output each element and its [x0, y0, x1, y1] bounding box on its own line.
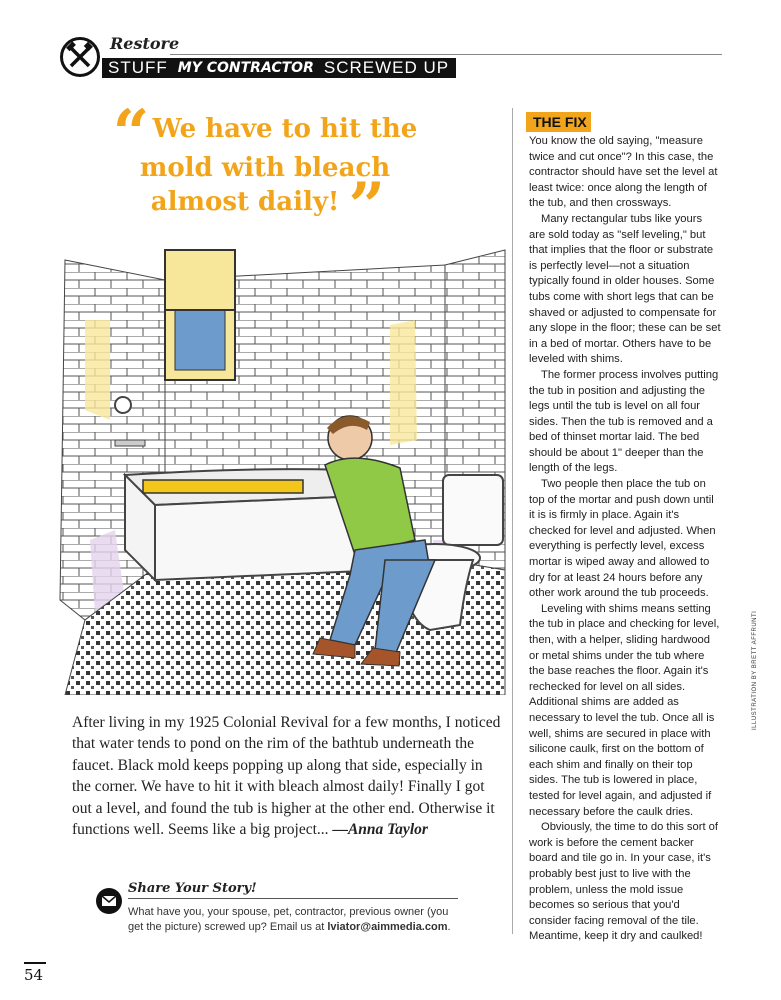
page-number: 54 — [24, 966, 44, 984]
fix-paragraph: Obviously, the time to do this sort of work is before the cement backer board and tile go in. In your case, it's probably best just to live with the problem, unless the mold issue becomes so serious that you'd consider facing removal of the tile. Meantime, keep it dry and caulked! — [529, 821, 719, 943]
share-rule — [128, 898, 458, 899]
envelope-icon — [96, 888, 122, 914]
header-rule — [170, 54, 722, 55]
pull-quote — [100, 96, 430, 244]
pull-quote-text: We have to hit the mold with bleach almost daily! — [139, 114, 418, 217]
column-title — [102, 58, 456, 78]
letter-signature: —Anna Taylor — [332, 821, 428, 839]
bathroom-illustration — [55, 240, 510, 695]
open-quote-mark: “ — [112, 96, 144, 171]
fix-paragraph: Leveling with shims means setting the tub in place and checking for level, then, with a helper, sliding hardwood or metal shims under the tub where the base reaches the floor. Again it's rechecked for level on all sides. Additional shims are added as necessary to level the tub. Once all is well, shims are secured in place with silicone caulk, first on the bottom of each shim and finally on their top sides. The tub is lowered in place, tested for level again, and adjusted if necessary before the caulk dries. — [529, 602, 720, 818]
share-end: . — [447, 921, 451, 933]
fix-body — [529, 134, 721, 945]
title-hand: MY CONTRACTOR — [177, 60, 314, 76]
title-left: STUFF — [108, 58, 168, 77]
fix-paragraph: You know the old saying, "measure twice and cut once"? In this case, the contractor should have set the level at least twice: once along the length of the tub, and then crossways. — [529, 135, 718, 210]
window — [165, 250, 235, 380]
share-email-link[interactable]: lviator@aimmedia.com — [327, 921, 448, 933]
reader-letter — [72, 712, 502, 840]
fix-label: THE FIX — [526, 112, 591, 132]
title-right: SCREWED UP — [323, 58, 450, 77]
column-divider — [512, 108, 513, 934]
hammer-screwdriver-icon — [60, 37, 100, 77]
letter-body: After living in my 1925 Colonial Revival for a few months, I noticed that water tends to pond on the rim of the bathtub underneath the faucet. Black mold keeps popping up along that side, especially in the corner. We have to hit it with bleach almost daily! Finally I got out a level, and found the tub is higher at the other end. Otherwise it functions well. Seems like a big project... — [72, 714, 501, 839]
fix-paragraph: Two people then place the tub on top of the mortar and push down until it is is firmly in place. Again it's checked for level and adjusted. When everything is perfectly level, excess mortar is wiped away and allowed to dry for at least 24 hours before any other work around the tub proceeds. — [529, 478, 716, 600]
illustration-credit: ILLUSTRATION BY BRETT AFFRUNTI — [752, 610, 758, 730]
level-tool — [143, 480, 303, 493]
close-quote-mark: ” — [348, 169, 380, 244]
share-heading: Share Your Story! — [128, 881, 257, 896]
share-text — [128, 905, 460, 935]
fix-paragraph: The former process involves putting the tub in position and adjusting the legs until the tub is level on all four sides. Then the tub is removed and a bed of thinset mortar laid. The bed should be about 1" deeper than the length of the legs. — [529, 368, 719, 475]
share-body: What have you, your spouse, pet, contractor, previous owner (you get the picture) screwed up? Email us at — [128, 906, 449, 933]
section-label: Restore — [110, 34, 180, 53]
page-number-rule — [24, 962, 46, 964]
fix-paragraph: Many rectangular tubs like yours are sold today as "self leveling," but that implies that the floor or substrate is perfectly level—not a situation typically found in older houses. Some tubs come with short legs that can be shaved or adjusted to compensate for any slope in the floor; these can be set in a bed of mortar. Others have to be leveled with shims. — [529, 212, 721, 366]
